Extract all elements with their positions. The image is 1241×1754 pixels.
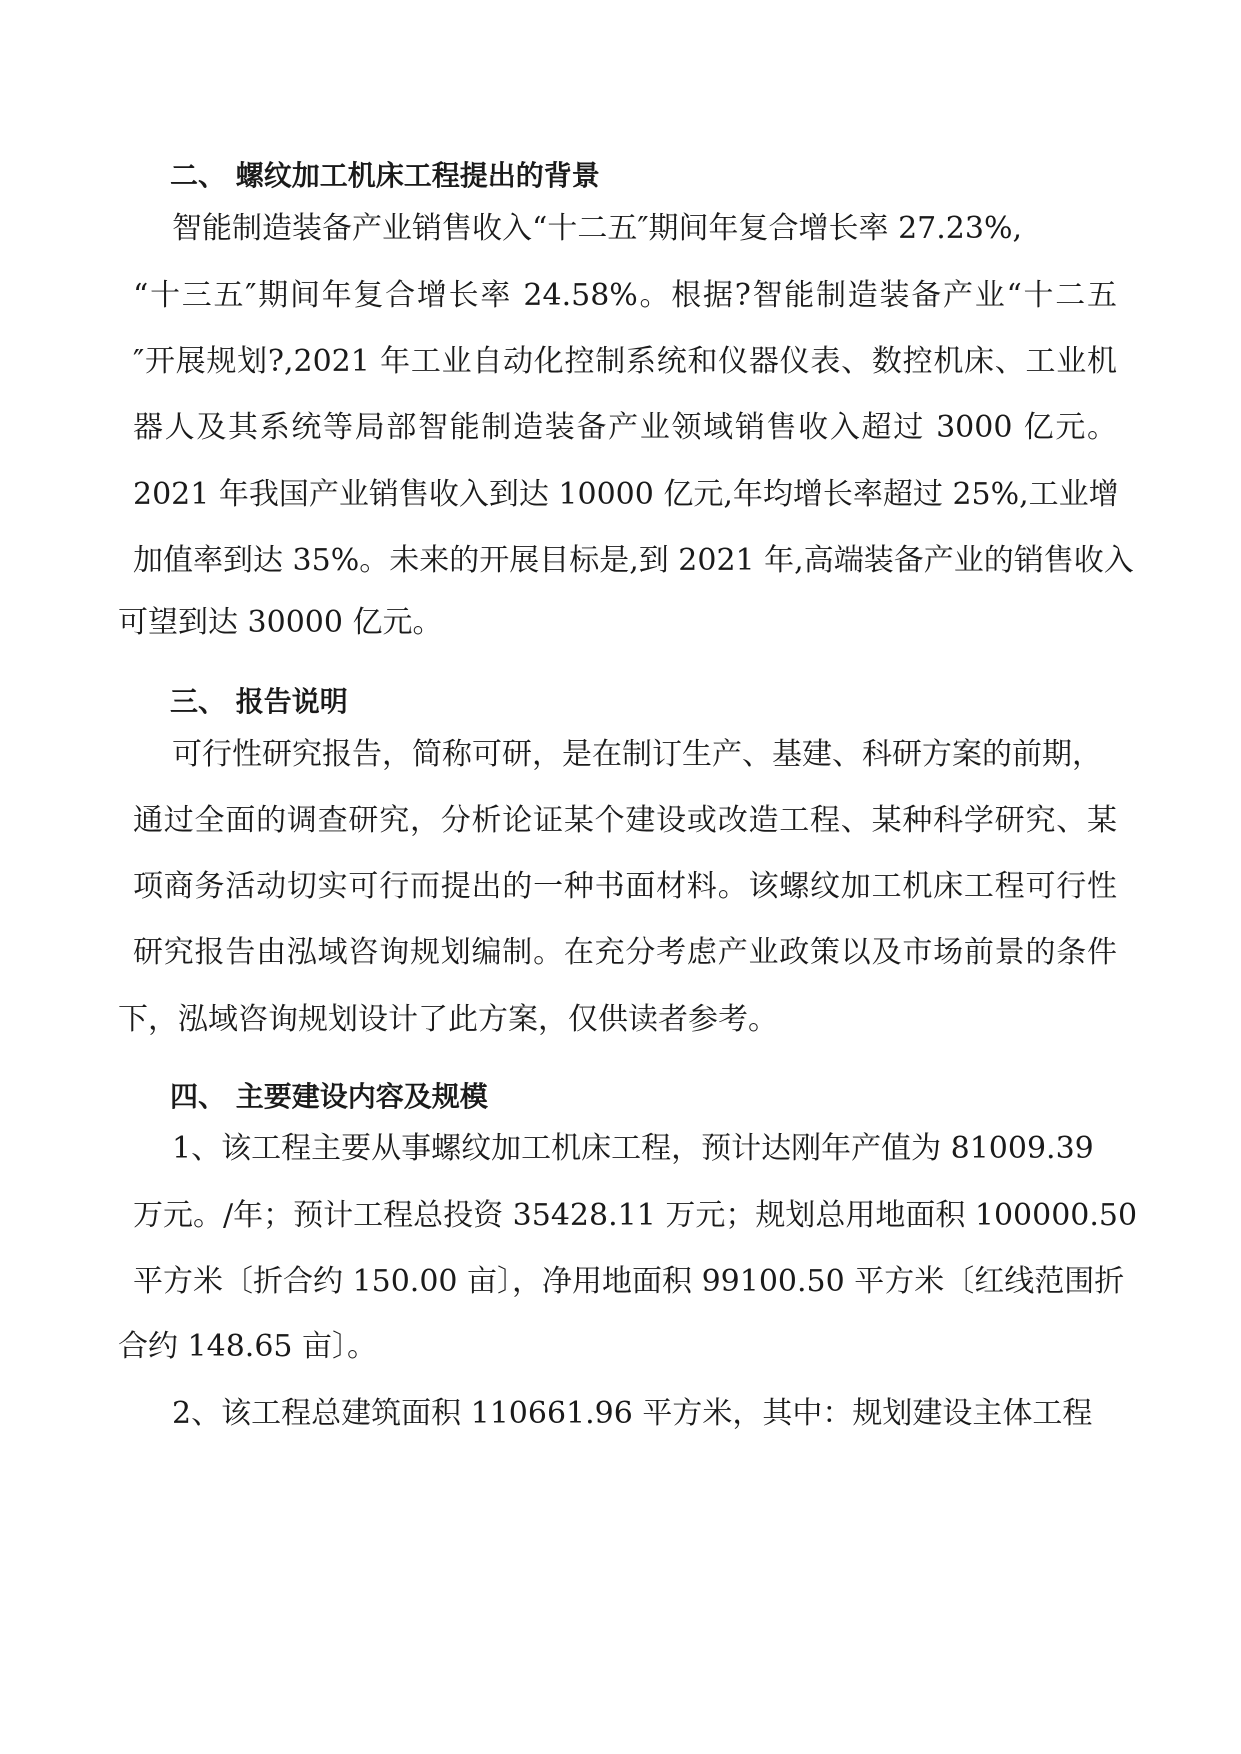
section-heading-background: 二、 螺纹加工机床工程提出的背景 (170, 159, 600, 192)
paragraph-line: 通过全面的调查研究，分析论证某个建设或改造工程、某种科学研究、某 (133, 803, 1117, 838)
paragraph-line: 研究报告由泓域咨询规划编制。在充分考虑产业政策以及市场前景的条件 (133, 935, 1117, 970)
paragraph-line: 下，泓域咨询规划设计了此方案，仅供读者参考。 (118, 1002, 778, 1037)
section-heading-construction: 四、 主要建设内容及规模 (170, 1080, 488, 1113)
paragraph-line: 2021 年我国产业销售收入到达 10000 亿元,年均增长率超过 25%,工业增 (133, 477, 1119, 512)
paragraph-line: ″开展规划?,2021 年工业自动化控制系统和仪器仪表、数控机床、工业机 (133, 344, 1117, 379)
section-heading-report: 三、 报告说明 (170, 685, 348, 718)
paragraph-line: 器人及其系统等局部智能制造装备产业领域销售收入超过 3000 亿元。 (133, 410, 1117, 445)
paragraph-line: 加值率到达 35%。未来的开展目标是,到 2021 年,高端装备产业的销售收入 (133, 543, 1134, 578)
paragraph-line: 2、该工程总建筑面积 110661.96 平方米，其中：规划建设主体工程 (172, 1396, 1093, 1431)
paragraph-line: 可望到达 30000 亿元。 (118, 605, 443, 640)
paragraph-line: “十三五″期间年复合增长率 24.58%。根据?智能制造装备产业“十二五 (133, 278, 1117, 313)
paragraph-line: 智能制造装备产业销售收入“十二五″期间年复合增长率 27.23%, (172, 211, 1023, 246)
paragraph-line: 项商务活动切实可行而提出的一种书面材料。该螺纹加工机床工程可行性 (133, 869, 1117, 904)
paragraph-line: 1、该工程主要从事螺纹加工机床工程，预计达刚年产值为 81009.39 (172, 1131, 1094, 1166)
paragraph-line: 万元。/年；预计工程总投资 35428.11 万元；规划总用地面积 100000.50 (133, 1198, 1138, 1233)
paragraph-line: 合约 148.65 亩〕。 (118, 1329, 378, 1364)
paragraph-line: 可行性研究报告，简称可研，是在制订生产、基建、科研方案的前期， (172, 737, 1102, 772)
paragraph-line: 平方米〔折合约 150.00 亩〕，净用地面积 99100.50 平方米〔红线范围折 (133, 1264, 1125, 1299)
